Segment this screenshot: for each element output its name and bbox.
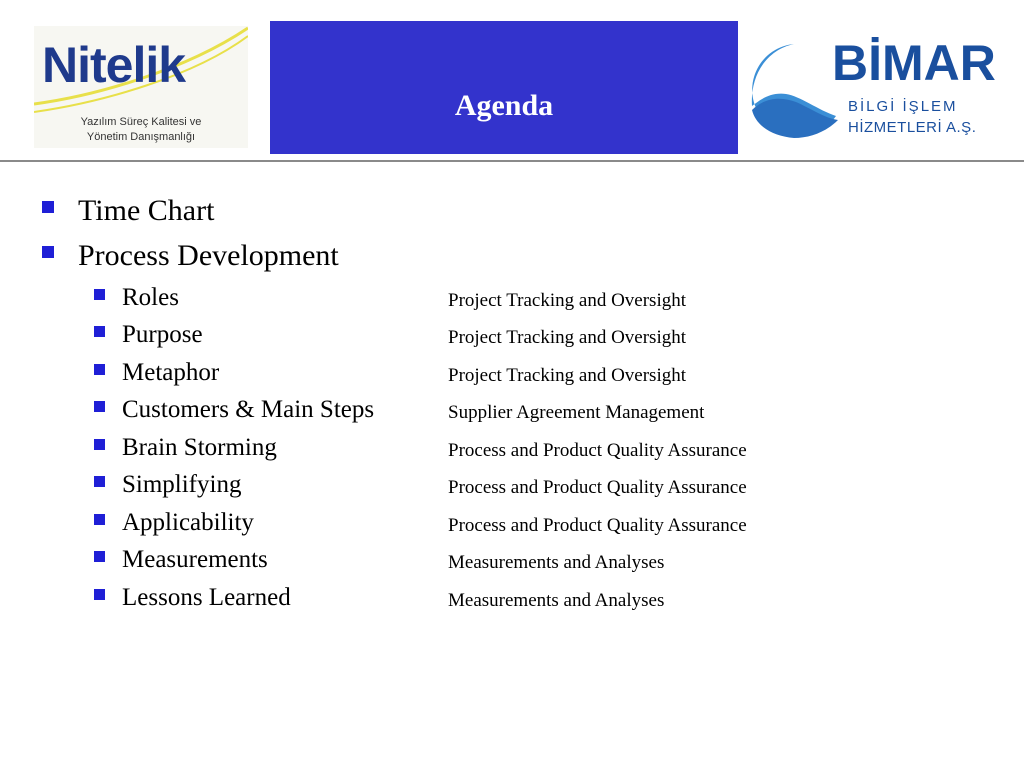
agenda-sub-item-note: Process and Product Quality Assurance bbox=[448, 440, 747, 461]
square-bullet-icon bbox=[94, 401, 105, 412]
square-bullet-icon bbox=[94, 439, 105, 450]
agenda-sub-item-note: Project Tracking and Oversight bbox=[448, 365, 687, 386]
agenda-sub-item-note: Project Tracking and Oversight bbox=[448, 290, 687, 311]
agenda-sub-item-note: Process and Product Quality Assurance bbox=[448, 515, 747, 536]
title-banner bbox=[270, 21, 738, 154]
nitelik-logo bbox=[34, 26, 248, 148]
agenda-sub-item bbox=[94, 434, 994, 464]
square-bullet-icon bbox=[42, 246, 54, 258]
header-divider bbox=[0, 160, 1024, 162]
agenda-sub-item bbox=[94, 509, 994, 539]
agenda-sub-item-label: Metaphor bbox=[122, 359, 220, 386]
agenda-sub-item-note: Measurements and Analyses bbox=[448, 590, 665, 611]
bimar-logo-wordmark: BİMAR bbox=[832, 35, 996, 91]
agenda-item bbox=[42, 194, 642, 230]
agenda-sub-item bbox=[94, 546, 994, 576]
square-bullet-icon bbox=[94, 589, 105, 600]
square-bullet-icon bbox=[94, 364, 105, 375]
bimar-logo-tagline-2: HİZMETLERİ A.Ş. bbox=[848, 119, 977, 136]
agenda-sub-item-label: Brain Storming bbox=[122, 434, 277, 461]
square-bullet-icon bbox=[94, 551, 105, 562]
agenda-sub-item bbox=[94, 584, 994, 614]
nitelik-logo-tagline-2: Yönetim Danışmanlığı bbox=[86, 131, 196, 143]
agenda-sub-item bbox=[94, 396, 994, 426]
square-bullet-icon bbox=[94, 289, 105, 300]
page-title: Agenda bbox=[454, 89, 554, 122]
agenda-item bbox=[42, 239, 642, 275]
agenda-sub-item-label: Applicability bbox=[122, 509, 254, 536]
agenda-sub-item bbox=[94, 284, 994, 314]
agenda-sub-item-note: Project Tracking and Oversight bbox=[448, 327, 687, 348]
agenda-sub-item-label: Lessons Learned bbox=[122, 584, 291, 611]
agenda-sub-item-note: Supplier Agreement Management bbox=[448, 402, 705, 423]
agenda-sub-item bbox=[94, 471, 994, 501]
agenda-item-label: Process Development bbox=[78, 239, 339, 272]
bimar-logo-tagline-1: BİLGİ İŞLEM bbox=[848, 98, 958, 115]
nitelik-logo-tagline-1: Yazılım Süreç Kalitesi ve bbox=[80, 116, 202, 128]
agenda-sub-item-label: Customers & Main Steps bbox=[122, 396, 375, 423]
bimar-logo bbox=[746, 35, 996, 140]
agenda-sub-item-label: Simplifying bbox=[122, 471, 242, 498]
square-bullet-icon bbox=[94, 476, 105, 487]
square-bullet-icon bbox=[42, 201, 54, 213]
agenda-sub-item-label: Roles bbox=[122, 284, 179, 311]
agenda-sub-item-label: Purpose bbox=[122, 321, 203, 348]
square-bullet-icon bbox=[94, 326, 105, 337]
agenda-sub-item-note: Process and Product Quality Assurance bbox=[448, 477, 747, 498]
agenda-item-label: Time Chart bbox=[78, 194, 215, 227]
square-bullet-icon bbox=[94, 514, 105, 525]
nitelik-logo-wordmark: Nitelik bbox=[42, 37, 186, 93]
agenda-sub-item-note: Measurements and Analyses bbox=[448, 552, 665, 573]
agenda-sub-item bbox=[94, 359, 994, 389]
agenda-sub-item-label: Measurements bbox=[122, 546, 268, 573]
agenda-sub-item bbox=[94, 321, 994, 351]
